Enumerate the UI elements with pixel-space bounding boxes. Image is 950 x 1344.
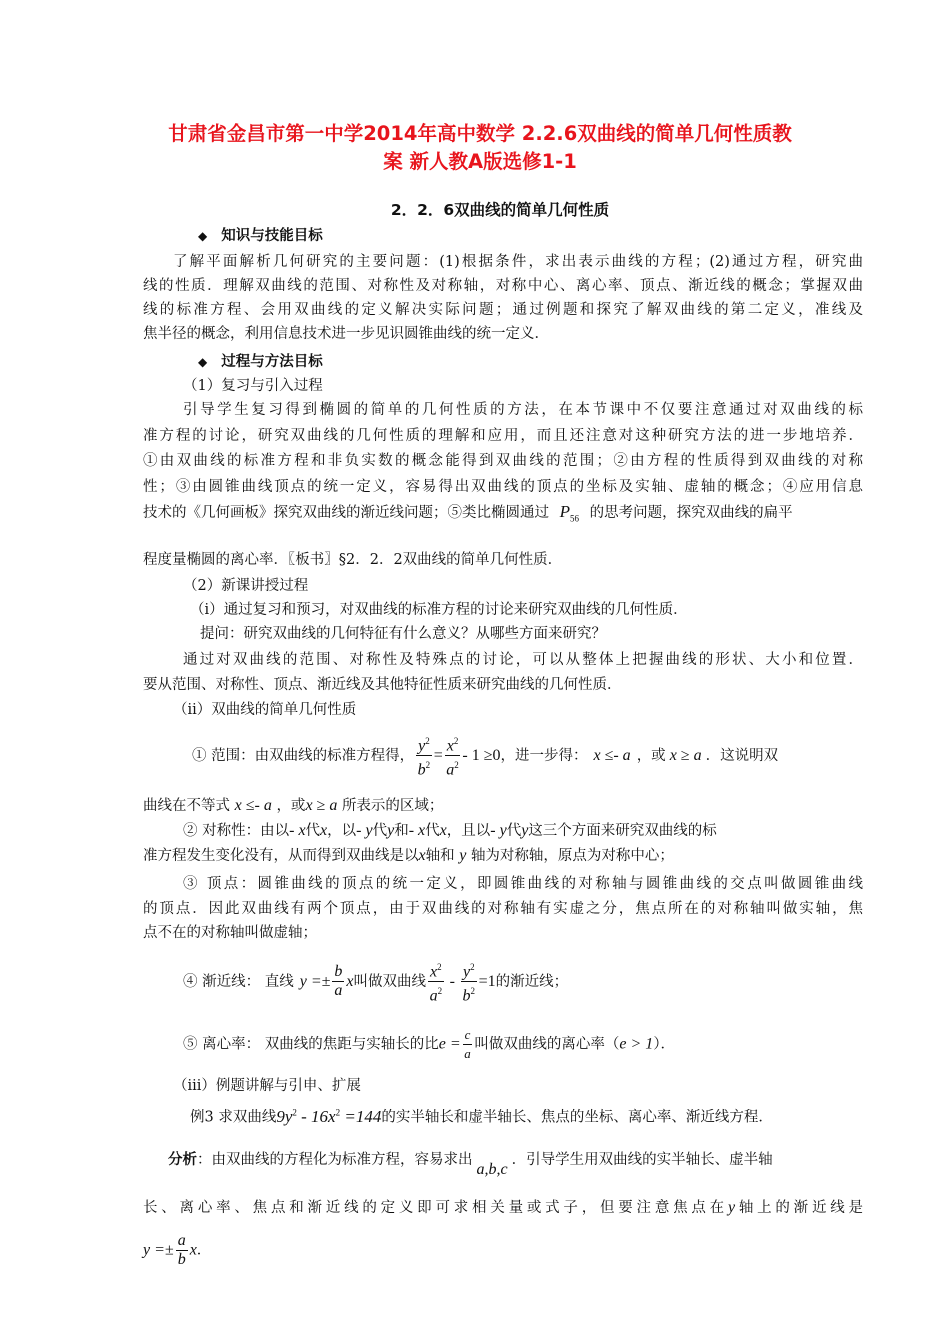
paragraph-line: 准方程的讨论，研究双曲线的几何性质的理解和应用，而且还注意对这种研究方法的进一步地培养．	[143, 428, 863, 444]
subsection-examples: （iii）例题讲解与引申、扩展	[173, 1078, 361, 1094]
paragraph-line: 线的性质．理解双曲线的范围、对称性及对称轴，对称中心、离心率、顶点、渐近线的概念；掌握双曲	[143, 278, 863, 294]
math-p56: $P_{56}$	[559, 502, 579, 524]
fraction-y2-b2: $\frac{y^2}{b^2}$	[416, 732, 432, 780]
vertex-line: 的顶点．因此双曲线有两个顶点，由于双曲线的对称轴有实虚之分，焦点所在的对称轴叫做实轴，焦	[143, 901, 863, 917]
eccentricity-line: ⑤ 离心率： 双曲线的焦距与实轴长的比e = $\frac{c}{a}$ 叫做双曲线的离心率（e > 1）．	[183, 1027, 676, 1061]
section-title: 2．2．6双曲线的简单几何性质	[390, 201, 610, 219]
paragraph-line: ①由双曲线的标准方程和非负实数的概念能得到双曲线的范围；②由方程的性质得到双曲线的对称	[143, 453, 863, 469]
analysis-line-1: 分析：由双曲线的方程化为标准方程，容易求出a,b,c．引导学生用双曲线的实半轴长、虚半轴	[168, 1152, 773, 1178]
fraction-x2-a2: $\frac{x^2}{a^2}$	[428, 958, 444, 1006]
subsection-review: （1）复习与引入过程	[183, 378, 323, 394]
doc-title-line-1: 甘肃省金昌市第一中学2014年高中数学 2.2.6双曲线的简单几何性质教	[168, 122, 792, 145]
vertex-line: 点不在的对称轴叫做虚轴；	[143, 925, 317, 941]
fraction-a-b: $\frac{a}{b}$	[177, 1232, 186, 1268]
paragraph-line: 通过对双曲线的范围、对称性及特殊点的讨论，可以从整体上把握曲线的形状、大小和位置．	[183, 652, 863, 668]
analysis-line-2: 长、离心率、焦点和渐近线的定义即可求相关量或式子，但要注意焦点在y轴上的渐近线是	[143, 1199, 864, 1216]
heading-knowledge: ◆ 知识与技能目标	[198, 228, 323, 244]
range-line: ① 范围：由双曲线的标准方程得， $\frac{y^2}{b^2}$ = $\frac{x^2}{a^2}$ - 1 ≥0，进一步得： x ≤- a ，或 x ≥ a ．这说明双	[192, 732, 912, 780]
paragraph-line: 性；③由圆锥曲线顶点的统一定义，容易得出双曲线的顶点的坐标及实轴、虚轴的概念；④应用信息	[143, 479, 863, 495]
diamond-bullet-icon: ◆	[198, 229, 208, 243]
doc-title-line-2: 案 新人教A版选修1-1	[383, 150, 577, 173]
question-line: 提问：研究双曲线的几何特征有什么意义？从哪些方面来研究？	[200, 626, 606, 642]
vertex-line: ③ 顶点：圆锥曲线的顶点的统一定义，即圆锥曲线的对称轴与圆锥曲线的交点叫做圆锥曲线	[183, 876, 863, 892]
symmetry-line-1: ② 对称性：由以- x代x，以- y代y和- x代x，且以- y代y这三个方面来研究双曲线的标	[183, 822, 717, 839]
analysis-line-3: y =± $\frac{a}{b}$ x．	[143, 1232, 212, 1268]
fraction-x2-a2: $\frac{x^2}{a^2}$	[445, 732, 461, 780]
paragraph-line: （i）通过复习和预习，对双曲线的标准方程的讨论来研究双曲线的几何性质．	[190, 602, 688, 618]
asymptote-line: ④ 渐近线： 直线 y =± $\frac{b}{a}$ x叫做双曲线 $\frac{x^2}{a^2}$ - $\frac{y^2}{b^2}$ =1的渐近线；	[183, 958, 903, 1006]
paragraph-line: 要从范围、对称性、顶点、渐近线及其他特征性质来研究曲线的几何性质．	[143, 677, 622, 693]
paragraph-line: 了解平面解析几何研究的主要问题：(1)根据条件，求出表示曲线的方程；(2)通过方程，研究曲	[173, 254, 863, 270]
range-line-2: 曲线在不等式 x ≤- a ，或x ≥ a 所表示的区域；	[143, 797, 444, 814]
paragraph-line: 焦半径的概念，利用信息技术进一步见识圆锥曲线的统一定义．	[143, 326, 549, 342]
diamond-bullet-icon: ◆	[198, 355, 208, 369]
paragraph-line: 程度量椭圆的离心率．〖板书〗§2．2．2双曲线的简单几何性质．	[143, 552, 563, 568]
fraction-b-a: $\frac{b}{a}$	[334, 963, 343, 1000]
paragraph-line-with-p56: 技术的《几何画板》探究双曲线的渐近线问题；⑤类比椭圆通过 $P_{56}$ 的思考问题，探究双曲线的扁平	[143, 502, 793, 524]
fraction-c-a: $\frac{c}{a}$	[464, 1027, 471, 1061]
heading-process: ◆ 过程与方法目标	[198, 354, 323, 370]
subsection-properties: （ii）双曲线的简单几何性质	[173, 702, 357, 718]
example-line: 例3 求双曲线$9y^2 - 16x^2 =144$的实半轴长和虚半轴长、焦点的坐标、离心率、渐近线方程．	[190, 1106, 773, 1126]
symmetry-line-2: 准方程发生变化没有，从而得到双曲线是以x轴和 y 轴为对称轴，原点为对称中心；	[143, 847, 674, 864]
paragraph-line: 线的标准方程、会用双曲线的定义解决实际问题；通过例题和探究了解双曲线的第二定义，准线及	[143, 302, 863, 318]
fraction-y2-b2: $\frac{y^2}{b^2}$	[461, 958, 477, 1006]
paragraph-line: 引导学生复习得到椭圆的简单的几何性质的方法，在本节课中不仅要注意通过对双曲线的标	[183, 402, 863, 418]
subsection-new-lesson: （2）新课讲授过程	[183, 578, 309, 594]
